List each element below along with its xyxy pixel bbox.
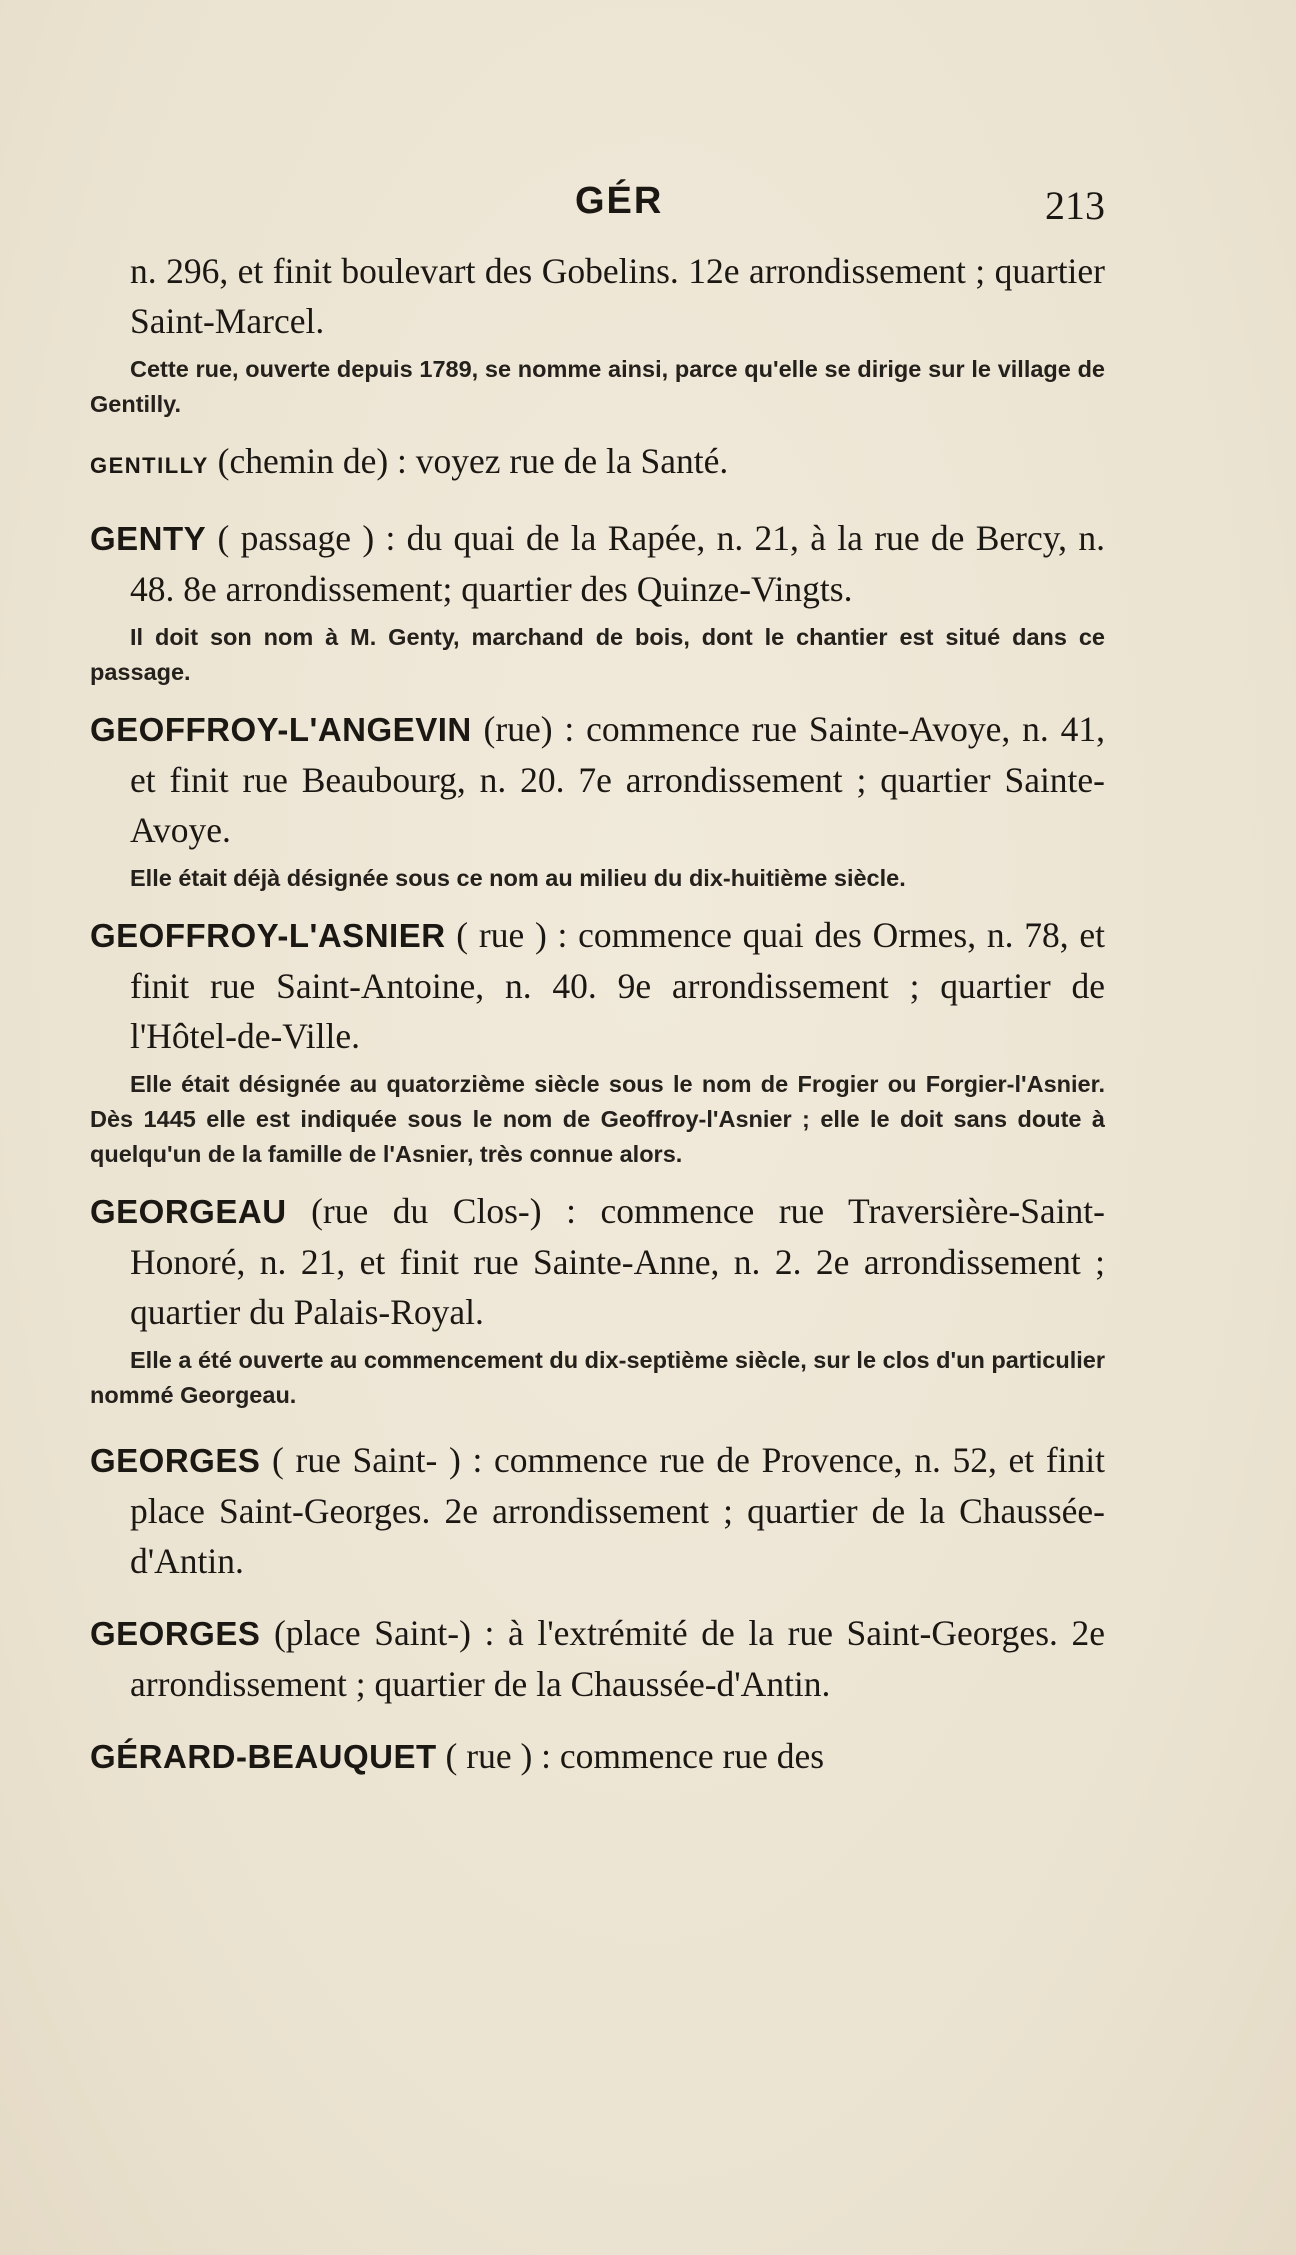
entry-georges-rue <box>90 1435 1105 1586</box>
entry-gerard-beauquet <box>90 1731 1105 1782</box>
entry-headword: GÉRARD-BEAUQUET <box>90 1738 437 1775</box>
entry-headword: GENTILLY <box>90 453 209 478</box>
entry-georges-place <box>90 1608 1105 1709</box>
entry-headword: GEOFFROY-L'ANGEVIN <box>90 711 472 748</box>
entry-gentilly <box>90 436 1105 491</box>
entry-text: (rue) : commence rue Sainte-Avoye, n. 41, et finit rue Beaubourg, n. 20. 7e arrondissement ; quartier Sainte-Avoye. <box>130 709 1105 850</box>
running-head: GÉR <box>575 180 664 222</box>
entry-headword: GEORGES <box>90 1442 261 1479</box>
entry-note: Elle était désignée au quatorzième siècle sous le nom de Frogier ou Forgier-l'Asnier. Dès 1445 elle est indiquée sous le nom de Geoffroy-l'Asnier ; elle le doit sans doute à quelqu'un de la famille de l'Asnier, très connue alors. <box>90 1071 1105 1167</box>
entry-note: Il doit son nom à M. Genty, marchand de bois, dont le chantier est situé dans ce passage. <box>90 624 1105 685</box>
page-header <box>0 180 1296 230</box>
entry-geoffroy-asnier <box>90 910 1105 1061</box>
entry-headword: GEORGEAU <box>90 1193 287 1230</box>
continuation-text: n. 296, et finit boulevart des Gobelins. 12e arrondissement ; quartier Saint-Marcel. <box>130 251 1105 341</box>
entry-text: (place Saint-) : à l'extrémité de la rue Saint-Georges. 2e arrondissement ; quartier de la Chaussée-d'Antin. <box>130 1613 1105 1704</box>
page-number: 213 <box>1045 183 1105 228</box>
entry-note: Elle a été ouverte au commencement du dix-septième siècle, sur le clos d'un particulier nommé Georgeau. <box>90 1347 1105 1408</box>
entry-georgeau <box>90 1186 1105 1337</box>
entry-note: Elle était déjà désignée sous ce nom au milieu du dix-huitième siècle. <box>130 865 906 891</box>
entry-headword: GENTY <box>90 520 207 557</box>
entry-note: Cette rue, ouverte depuis 1789, se nomme ainsi, parce qu'elle se dirige sur le village de Gentilly. <box>90 356 1105 417</box>
entry-text: ( rue ) : commence quai des Ormes, n. 78, et finit rue Saint-Antoine, n. 40. 9e arrondissement ; quartier de l'Hôtel-de-Ville. <box>130 915 1105 1056</box>
entry-text: (chemin de) : voyez rue de la Santé. <box>208 441 729 481</box>
page-body <box>90 246 1105 1782</box>
entry-genty <box>90 513 1105 614</box>
entry-headword: GEORGES <box>90 1615 261 1652</box>
entry-text: ( rue ) : commence rue des <box>436 1736 825 1776</box>
entry-geoffroy-angevin <box>90 704 1105 855</box>
entry-text: ( rue Saint- ) : commence rue de Provence, n. 52, et finit place Saint-Georges. 2e arrondissement ; quartier de la Chaussée-d'Antin. <box>130 1440 1105 1581</box>
entry-text: (rue du Clos-) : commence rue Traversière-Saint-Honoré, n. 21, et finit rue Sainte-Anne, n. 2. 2e arrondissement ; quartier du Palais-Royal. <box>130 1191 1105 1332</box>
entry-text: ( passage ) : du quai de la Rapée, n. 21, à la rue de Bercy, n. 48. 8e arrondissement; quartier des Quinze-Vingts. <box>130 518 1105 609</box>
entry-headword: GEOFFROY-L'ASNIER <box>90 917 446 954</box>
